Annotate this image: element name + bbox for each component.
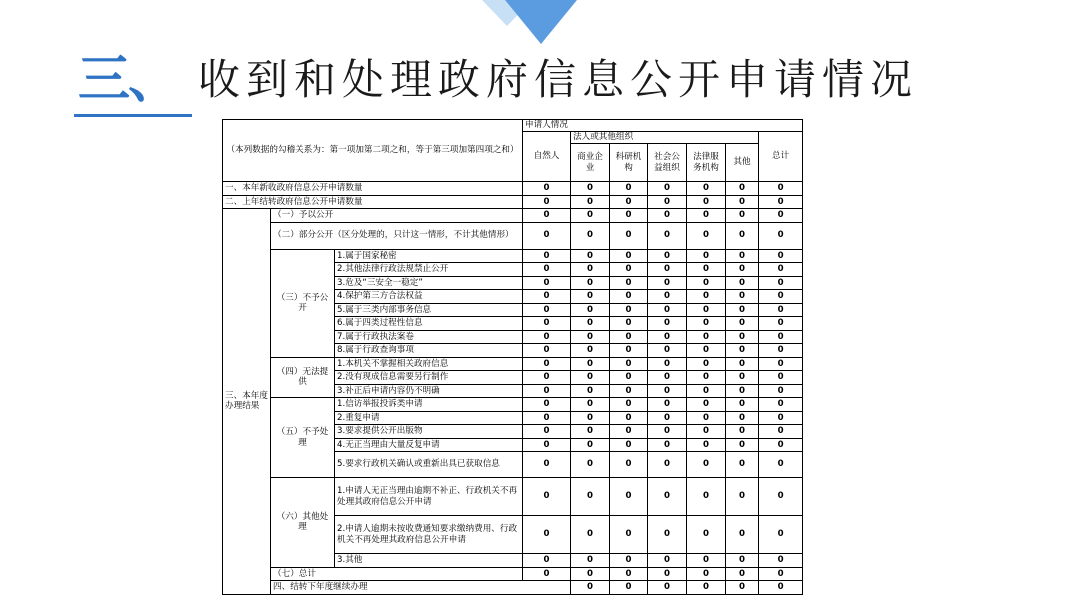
value-cell: 0: [648, 478, 687, 516]
value-cell: 0: [726, 263, 759, 277]
value-cell: 0: [523, 357, 571, 371]
value-cell: 0: [687, 425, 726, 439]
value-cell: 0: [726, 516, 759, 554]
value-cell: 0: [759, 357, 803, 371]
value-cell: 0: [523, 290, 571, 304]
col-total: 总计: [759, 132, 803, 182]
value-cell: 0: [571, 290, 610, 304]
legal-group-header: 法人或其他组织: [571, 132, 759, 144]
value-cell: 0: [610, 317, 648, 331]
value-cell: 0: [523, 398, 571, 412]
value-cell: 0: [759, 330, 803, 344]
table-row: [223, 209, 803, 223]
group-label: （四）无法提供: [271, 357, 335, 398]
value-cell: 0: [759, 344, 803, 358]
value-cell: 0: [687, 516, 726, 554]
value-cell: 0: [687, 317, 726, 331]
item-label: 1.本机关不掌握相关政府信息: [335, 357, 523, 371]
value-cell: 0: [687, 438, 726, 452]
value-cell: 0: [571, 209, 610, 223]
value-cell: 0: [523, 344, 571, 358]
value-cell: 0: [610, 452, 648, 478]
value-cell: 0: [687, 276, 726, 290]
value-cell: 0: [523, 195, 571, 209]
value-cell: 0: [726, 195, 759, 209]
value-cell: 0: [571, 249, 610, 263]
value-cell: 0: [648, 554, 687, 568]
value-cell: 0: [759, 567, 803, 581]
value-cell: 0: [523, 303, 571, 317]
value-cell: 0: [523, 554, 571, 568]
value-cell: 0: [726, 371, 759, 385]
value-cell: 0: [759, 438, 803, 452]
section-number: 三、: [78, 50, 179, 110]
item-label: 2.申请人逾期未按收费通知要求缴纳费用、行政机关不再处理其政府信息公开申请: [335, 516, 523, 554]
value-cell: 0: [523, 425, 571, 439]
col-legal-service: 法律服务机构: [687, 144, 726, 182]
title-underline: [74, 114, 192, 117]
value-cell: 0: [648, 276, 687, 290]
value-cell: 0: [648, 195, 687, 209]
value-cell: 0: [648, 249, 687, 263]
value-cell: 0: [687, 371, 726, 385]
group-label: （三）不予公开: [271, 249, 335, 357]
value-cell: 0: [571, 344, 610, 358]
value-cell: 0: [726, 276, 759, 290]
value-cell: 0: [523, 411, 571, 425]
value-cell: 0: [523, 263, 571, 277]
row-label: 一、本年新收政府信息公开申请数量: [223, 182, 523, 196]
item-label: 6.属于四类过程性信息: [335, 317, 523, 331]
value-cell: 0: [571, 398, 610, 412]
col-commercial: 商业企业: [571, 144, 610, 182]
value-cell: 0: [571, 330, 610, 344]
value-cell: 0: [610, 195, 648, 209]
value-cell: 0: [759, 478, 803, 516]
value-cell: 0: [523, 249, 571, 263]
value-cell: 0: [571, 222, 610, 249]
value-cell: 0: [610, 357, 648, 371]
value-cell: 0: [687, 222, 726, 249]
value-cell: 0: [610, 249, 648, 263]
value-cell: 0: [610, 398, 648, 412]
group-label: （五）不予处理: [271, 398, 335, 478]
value-cell: 0: [687, 182, 726, 196]
value-cell: 0: [726, 554, 759, 568]
value-cell: 0: [571, 276, 610, 290]
value-cell: 0: [648, 438, 687, 452]
value-cell: 0: [610, 182, 648, 196]
value-cell: 0: [571, 411, 610, 425]
group-label: （一）予以公开: [271, 209, 523, 223]
value-cell: 0: [687, 303, 726, 317]
col-social: 社会公益组织: [648, 144, 687, 182]
table-row: [223, 249, 803, 263]
table-row: [223, 195, 803, 209]
value-cell: 0: [523, 317, 571, 331]
value-cell: 0: [687, 554, 726, 568]
item-label: 3.危及“三安全一稳定”: [335, 276, 523, 290]
value-cell: 0: [523, 452, 571, 478]
value-cell: 0: [687, 452, 726, 478]
value-cell: 0: [726, 478, 759, 516]
value-cell: 0: [571, 438, 610, 452]
value-cell: 0: [759, 411, 803, 425]
value-cell: 0: [523, 276, 571, 290]
item-label: 3.补正后申请内容仍不明确: [335, 384, 523, 398]
item-label: 1.申请人无正当理由逾期不补正、行政机关不再处理其政府信息公开申请: [335, 478, 523, 516]
item-label: 2.没有现成信息需要另行制作: [335, 371, 523, 385]
value-cell: 0: [648, 303, 687, 317]
item-label: 1.信访举报投诉类申请: [335, 398, 523, 412]
value-cell: 0: [610, 478, 648, 516]
value-cell: 0: [610, 344, 648, 358]
value-cell: 0: [648, 330, 687, 344]
group-label: （六）其他处理: [271, 478, 335, 568]
item-label: 1.属于国家秘密: [335, 249, 523, 263]
value-cell: 0: [726, 411, 759, 425]
value-cell: 0: [687, 581, 726, 595]
page-title: 收到和处理政府信息公开申请情况: [198, 55, 919, 104]
value-cell: 0: [648, 398, 687, 412]
value-cell: 0: [726, 330, 759, 344]
value-cell: 0: [571, 581, 610, 595]
value-cell: 0: [648, 317, 687, 331]
value-cell: 0: [571, 452, 610, 478]
value-cell: 0: [523, 222, 571, 249]
value-cell: 0: [648, 209, 687, 223]
value-cell: 0: [687, 398, 726, 412]
value-cell: 0: [687, 249, 726, 263]
group-label: （二）部分公开（区分处理的，只计这一情形，不计其他情形）: [271, 222, 523, 249]
value-cell: 0: [687, 567, 726, 581]
item-label: 3.其他: [335, 554, 523, 568]
value-cell: 0: [523, 384, 571, 398]
value-cell: 0: [523, 182, 571, 196]
value-cell: 0: [610, 263, 648, 277]
value-cell: 0: [571, 384, 610, 398]
item-label: 7.属于行政执法案卷: [335, 330, 523, 344]
value-cell: 0: [523, 209, 571, 223]
value-cell: 0: [648, 357, 687, 371]
col-other: 其他: [726, 144, 759, 182]
value-cell: 0: [687, 209, 726, 223]
value-cell: 0: [610, 554, 648, 568]
value-cell: 0: [610, 425, 648, 439]
value-cell: 0: [523, 478, 571, 516]
table-row: [223, 357, 803, 371]
value-cell: 0: [610, 209, 648, 223]
table-row: [223, 581, 803, 595]
value-cell: 0: [687, 330, 726, 344]
value-cell: 0: [648, 182, 687, 196]
value-cell: 0: [571, 478, 610, 516]
value-cell: 0: [610, 371, 648, 385]
value-cell: 0: [571, 303, 610, 317]
value-cell: 0: [648, 425, 687, 439]
value-cell: 0: [726, 581, 759, 595]
value-cell: 0: [726, 209, 759, 223]
value-cell: 0: [759, 317, 803, 331]
value-cell: 0: [571, 317, 610, 331]
value-cell: 0: [648, 581, 687, 595]
value-cell: 0: [726, 317, 759, 331]
value-cell: 0: [759, 554, 803, 568]
value-cell: 0: [571, 182, 610, 196]
item-label: 5.属于三类内部事务信息: [335, 303, 523, 317]
value-cell: 0: [726, 425, 759, 439]
value-cell: 0: [610, 516, 648, 554]
value-cell: 0: [687, 290, 726, 304]
value-cell: 0: [648, 516, 687, 554]
value-cell: 0: [523, 371, 571, 385]
value-cell: 0: [726, 344, 759, 358]
item-label: 5.要求行政机关确认或重新出具已获取信息: [335, 452, 523, 478]
value-cell: 0: [726, 182, 759, 196]
value-cell: 0: [648, 371, 687, 385]
value-cell: 0: [759, 222, 803, 249]
value-cell: 0: [610, 222, 648, 249]
value-cell: 0: [726, 357, 759, 371]
value-cell: 0: [759, 398, 803, 412]
value-cell: 0: [648, 411, 687, 425]
item-label: 4.保护第三方合法权益: [335, 290, 523, 304]
value-cell: 0: [759, 516, 803, 554]
value-cell: 0: [687, 384, 726, 398]
value-cell: 0: [726, 438, 759, 452]
value-cell: 0: [648, 567, 687, 581]
value-cell: 0: [759, 452, 803, 478]
value-cell: 0: [648, 384, 687, 398]
value-cell: 0: [759, 263, 803, 277]
statistics-table: [222, 119, 803, 595]
value-cell: 0: [571, 263, 610, 277]
value-cell: 0: [523, 567, 571, 581]
value-cell: 0: [610, 411, 648, 425]
value-cell: 0: [571, 554, 610, 568]
col-natural-person: 自然人: [523, 132, 571, 182]
value-cell: 0: [648, 452, 687, 478]
value-cell: 0: [610, 567, 648, 581]
value-cell: 0: [759, 425, 803, 439]
value-cell: 0: [759, 195, 803, 209]
value-cell: 0: [610, 276, 648, 290]
value-cell: 0: [759, 290, 803, 304]
row-label: 二、上年结转政府信息公开申请数量: [223, 195, 523, 209]
table-row: [223, 567, 803, 581]
value-cell: 0: [610, 384, 648, 398]
table-row: [223, 478, 803, 516]
value-cell: 0: [759, 209, 803, 223]
value-cell: 0: [571, 425, 610, 439]
value-cell: 0: [571, 357, 610, 371]
value-cell: 0: [726, 384, 759, 398]
item-label: 3.要求提供公开出版物: [335, 425, 523, 439]
group-label: （七）总计: [271, 567, 523, 581]
value-cell: 0: [687, 344, 726, 358]
value-cell: 0: [687, 263, 726, 277]
col-research: 科研机构: [610, 144, 648, 182]
value-cell: 0: [648, 290, 687, 304]
value-cell: 0: [726, 222, 759, 249]
value-cell: 0: [726, 567, 759, 581]
value-cell: 0: [523, 516, 571, 554]
value-cell: 0: [687, 478, 726, 516]
applicant-situation-header: 申请人情况: [523, 120, 803, 132]
value-cell: 0: [687, 411, 726, 425]
value-cell: 0: [523, 438, 571, 452]
value-cell: 0: [759, 303, 803, 317]
value-cell: 0: [571, 195, 610, 209]
value-cell: 0: [523, 330, 571, 344]
item-label: 2.重复申请: [335, 411, 523, 425]
value-cell: 0: [610, 438, 648, 452]
value-cell: 0: [687, 195, 726, 209]
value-cell: 0: [759, 371, 803, 385]
value-cell: 0: [610, 303, 648, 317]
value-cell: 0: [726, 249, 759, 263]
item-label: 2.其他法律行政法规禁止公开: [335, 263, 523, 277]
value-cell: 0: [610, 330, 648, 344]
value-cell: 0: [571, 567, 610, 581]
value-cell: 0: [726, 290, 759, 304]
header-note: （本列数据的勾稽关系为：第一项加第二项之和，等于第三项加第四项之和）: [223, 120, 523, 182]
value-cell: 0: [610, 581, 648, 595]
decorative-triangle-dark: [505, 0, 577, 44]
value-cell: 0: [726, 303, 759, 317]
value-cell: 0: [571, 516, 610, 554]
value-cell: 0: [759, 276, 803, 290]
table-row: [223, 398, 803, 412]
value-cell: 0: [648, 222, 687, 249]
item-label: 8.属于行政查询事项: [335, 344, 523, 358]
value-cell: 0: [726, 452, 759, 478]
table-row: [223, 182, 803, 196]
value-cell: 0: [687, 357, 726, 371]
item-label: 4.无正当理由大量反复申请: [335, 438, 523, 452]
row-label: 四、结转下年度继续办理: [271, 581, 571, 595]
value-cell: 0: [648, 263, 687, 277]
table-row: [223, 222, 803, 249]
value-cell: 0: [726, 398, 759, 412]
row-label-results: 三、本年度办理结果: [223, 209, 271, 595]
value-cell: 0: [759, 249, 803, 263]
value-cell: 0: [759, 384, 803, 398]
value-cell: 0: [759, 581, 803, 595]
value-cell: 0: [759, 182, 803, 196]
value-cell: 0: [571, 371, 610, 385]
value-cell: 0: [610, 290, 648, 304]
value-cell: 0: [648, 344, 687, 358]
